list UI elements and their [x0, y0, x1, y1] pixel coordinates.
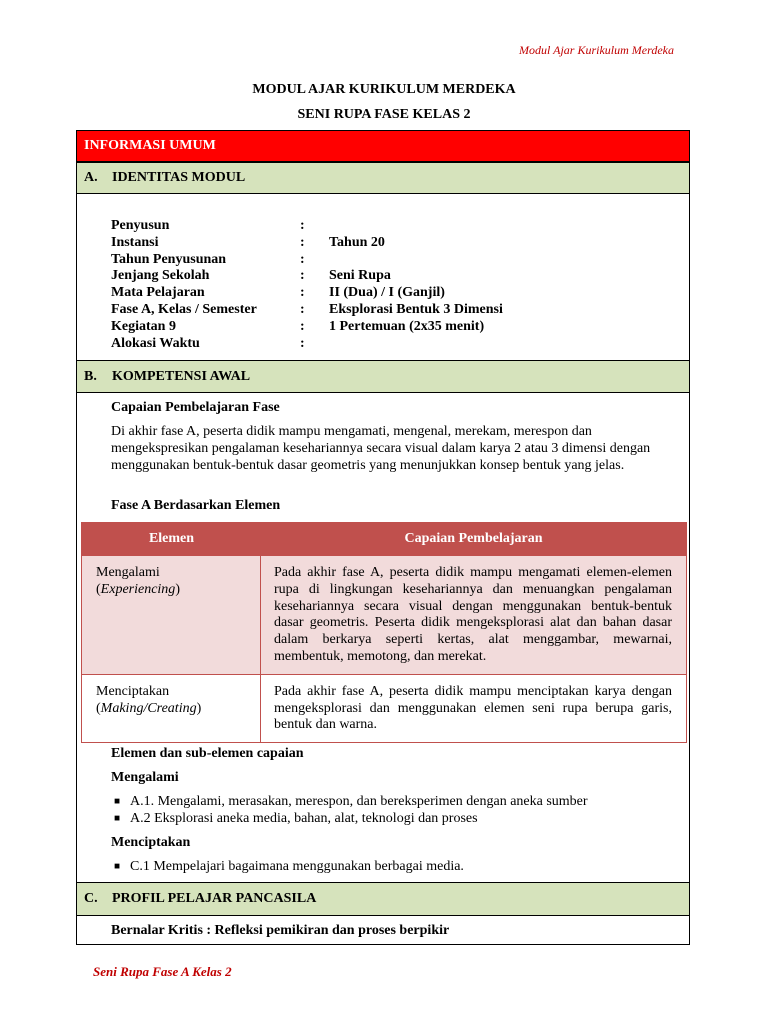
identity-row: [111, 268, 503, 285]
document-title: MODUL AJAR KURIKULUM MERDEKA: [252, 82, 516, 97]
section-letter: B.: [84, 368, 97, 384]
identity-colon: :: [300, 251, 305, 267]
identity-colon: :: [300, 218, 305, 233]
section-informasi-umum: [77, 131, 689, 162]
fase-a-title: Fase A Berdasarkan Elemen: [111, 498, 281, 513]
cp-fase-body: Di akhir fase A, peserta didik mampu mengamati, mengenal, merekam, merespon dan mengekspresikan pengalaman kesehariannya secara visual dalam karya 2 atau 3 dimensi dengan menggunakan bentuk-bentuk dasar geometris yang menunjukkan konsep bentuk yang jelas.: [111, 424, 651, 473]
header-note: Modul Ajar Kurikulum Merdeka: [519, 43, 674, 57]
identity-value: Seni Rupa: [329, 268, 391, 284]
mengalami-list: [114, 794, 588, 828]
section-title: IDENTITAS MODUL: [112, 170, 246, 185]
identity-row: [111, 218, 503, 235]
table-row: [82, 555, 686, 674]
elemen-name: Menciptakan: [96, 683, 170, 699]
identity-table: [111, 218, 503, 352]
table-row: [82, 674, 686, 742]
section-title: PROFIL PELAJAR PANCASILA: [112, 891, 317, 906]
identity-row: [111, 336, 503, 353]
capaian-cell: Pada akhir fase A, peserta didik mampu menciptakan karya dengan mengeksplorasi dan menggunakan elemen seni rupa berupa garis, bentuk dan warna.: [274, 683, 672, 733]
identity-row: [111, 319, 503, 336]
section-title: KOMPETENSI AWAL: [112, 368, 251, 384]
capaian-cell: Pada akhir fase A, peserta didik mampu mengamati elemen-elemen rupa di lingkungan kesehariannya dan menuangkan pengalaman kesehariannya secara visual dengan menggunakan bentuk-bentuk dasar geometris. Peserta didik mengeksplorasi alat dan bahan dasar dalam berkarya seperti kertas, alat menggambar, mewarnai, membentuk, memotong, dan merekat.: [274, 565, 672, 664]
bullet-icon: ■: [114, 812, 121, 824]
document-subtitle: SENI RUPA FASE KELAS 2: [297, 107, 471, 122]
identity-label: Fase A, Kelas / Semester: [111, 301, 257, 317]
elemen-english: Making/Creating: [100, 700, 197, 716]
identity-label: Instansi: [111, 234, 159, 250]
identity-row: [111, 235, 503, 252]
menciptakan-list: [114, 859, 464, 876]
identity-label: Penyusun: [111, 218, 170, 233]
identity-value: Tahun 20: [329, 234, 385, 250]
list-item-text: C.1 Mempelajari bagaimana menggunakan berbagai media.: [130, 859, 464, 874]
section-identitas-modul: [77, 162, 689, 194]
table-header: [82, 523, 686, 555]
section-letter: A.: [84, 170, 98, 185]
list-item: [114, 811, 588, 828]
list-item: [114, 859, 464, 876]
identity-colon: :: [300, 318, 305, 334]
list-item-text: A.2 Eksplorasi aneka media, bahan, alat, teknologi dan proses: [130, 810, 478, 826]
identity-row: [111, 252, 503, 269]
identity-label: Kegiatan 9: [111, 318, 176, 334]
identity-colon: :: [300, 234, 305, 250]
footer-note: Seni Rupa Fase A Kelas 2: [93, 964, 232, 979]
section-informasi-umum-title: INFORMASI UMUM: [84, 138, 216, 153]
bullet-icon: ■: [114, 796, 121, 807]
identity-row: [111, 302, 503, 319]
capaian-table: [81, 522, 687, 743]
identity-label: Tahun Penyusunan: [111, 251, 227, 267]
elemen-cell: Menciptakan (Making/Creating): [82, 675, 261, 742]
mengalami-heading: Mengalami: [111, 770, 179, 785]
bullet-icon: ■: [114, 861, 121, 872]
menciptakan-heading: Menciptakan: [111, 835, 191, 850]
list-item-text: A.1. Mengalami, merasakan, merespon, dan bereksperimen dengan aneka sumber: [130, 794, 588, 809]
section-letter: C.: [84, 891, 98, 906]
identity-colon: :: [300, 268, 305, 284]
identity-row: [111, 285, 503, 302]
column-header-elemen: Elemen: [148, 530, 195, 546]
identity-colon: :: [300, 335, 305, 351]
list-item: [114, 794, 588, 811]
column-header-capaian: Capaian Pembelajaran: [404, 530, 543, 546]
identity-value: II (Dua) / I (Ganjil): [329, 285, 445, 301]
identity-colon: :: [300, 285, 305, 301]
section-profil-pelajar-pancasila: [77, 882, 689, 916]
sub-elemen-title: Elemen dan sub-elemen capaian: [111, 746, 304, 761]
elemen-name: Mengalami: [96, 565, 160, 580]
elemen-english: Experiencing: [100, 581, 176, 597]
elemen-cell: Mengalami (Experiencing): [82, 556, 261, 674]
section-kompetensi-awal: [77, 360, 689, 393]
bernalar-kritis: Bernalar Kritis : Refleksi pemikiran dan proses berpikir: [111, 923, 450, 938]
identity-value: Eksplorasi Bentuk 3 Dimensi: [329, 301, 503, 317]
identity-label: Mata Pelajaran: [111, 285, 205, 301]
identity-value: 1 Pertemuan (2x35 menit): [329, 318, 485, 334]
identity-colon: :: [300, 301, 305, 317]
identity-label: Jenjang Sekolah: [111, 268, 210, 284]
identity-label: Alokasi Waktu: [111, 335, 200, 351]
cp-fase-title: Capaian Pembelajaran Fase: [111, 400, 280, 415]
